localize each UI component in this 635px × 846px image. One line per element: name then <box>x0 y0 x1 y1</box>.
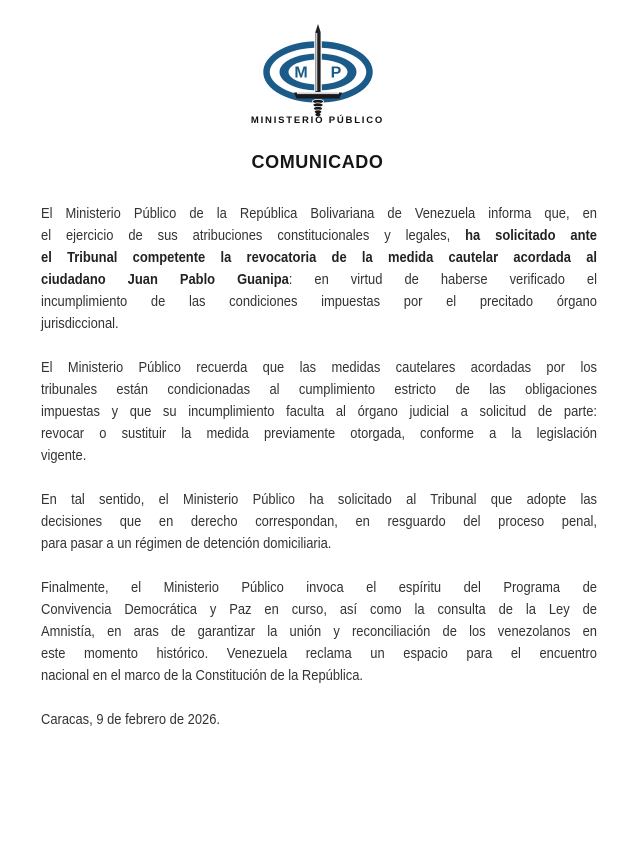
paragraph <box>41 577 597 687</box>
text-segment: El Ministerio Público de la República Bolivariana de Venezuela informa que, en <box>41 205 597 222</box>
paragraph-line <box>41 401 597 423</box>
paragraph-line <box>41 445 597 467</box>
paragraph-line <box>41 379 597 401</box>
paragraph-line <box>41 511 597 533</box>
body-paragraphs <box>41 203 597 687</box>
text-segment: revocar o sustituir la medida previamente otorgada, conforme a la legislación <box>41 425 597 442</box>
text-segment: : en virtud de haberse verificado el <box>288 271 597 288</box>
text-segment: jurisdiccional. <box>41 315 119 332</box>
text-segment: El Ministerio Público recuerda que las medidas cautelares acordadas por los <box>41 359 597 376</box>
monogram-m: M <box>293 64 308 82</box>
date-line <box>41 709 597 731</box>
paragraph-line <box>41 621 597 643</box>
date-text: Caracas, 9 de febrero de 2026. <box>41 711 220 728</box>
text-segment: incumplimiento de las condiciones impuestas por el precitado órgano <box>41 293 597 310</box>
page-title: COMUNICADO <box>251 152 384 172</box>
mp-seal-icon <box>259 22 377 118</box>
paragraph-line <box>41 577 597 599</box>
paragraph-line <box>41 247 597 269</box>
monogram-p: P <box>330 64 341 82</box>
logo-wordmark: MINISTERIO PÚBLICO <box>250 115 385 126</box>
paragraph-line <box>41 665 597 687</box>
paragraph <box>41 203 597 335</box>
ministerio-publico-logo <box>0 22 635 126</box>
text-segment: En tal sentido, el Ministerio Público ha solicitado al Tribunal que adopte las <box>41 491 597 508</box>
text-segment: Finalmente, el Ministerio Público invoca el espíritu del Programa de <box>41 579 597 596</box>
paragraph-line <box>41 357 597 379</box>
text-segment: Convivencia Democrática y Paz en curso, así como la consulta de la Ley de <box>41 601 597 618</box>
paragraph <box>41 489 597 555</box>
paragraph-line <box>41 203 597 225</box>
paragraph-line <box>41 533 597 555</box>
paragraph-line <box>41 599 597 621</box>
paragraph-line <box>41 269 597 291</box>
text-segment: nacional en el marco de la Constitución de la República. <box>41 667 364 684</box>
paragraph-line <box>41 291 597 313</box>
paragraph-line <box>41 643 597 665</box>
text-segment: el ejercicio de sus atribuciones constitucionales y legales, <box>41 227 466 244</box>
bold-text-segment: el Tribunal competente la revocatoria de la medida cautelar acordada al <box>41 249 597 266</box>
bold-text-segment: ha solicitado ante <box>465 227 597 244</box>
bold-text-segment: ciudadano Juan Pablo Guanipa <box>41 271 289 288</box>
text-segment: impuestas y que su incumplimiento faculta al órgano judicial a solicitud de parte: <box>41 403 597 420</box>
text-segment: vigente. <box>41 447 87 464</box>
paragraph-line <box>41 225 597 247</box>
paragraph <box>41 357 597 467</box>
text-segment: tribunales están condicionadas al cumplimiento estricto de las obligaciones <box>41 381 597 398</box>
paragraph-line <box>41 423 597 445</box>
text-segment: para pasar a un régimen de detención domiciliaria. <box>41 535 332 552</box>
paragraph-line <box>41 489 597 511</box>
text-segment: este momento histórico. Venezuela reclama un espacio para el encuentro <box>41 645 597 662</box>
paragraph-line <box>41 313 597 335</box>
text-segment: decisiones que en derecho correspondan, en resguardo del proceso penal, <box>41 513 597 530</box>
text-segment: Amnistía, en aras de garantizar la unión y reconciliación de los venezolanos en <box>41 623 597 640</box>
